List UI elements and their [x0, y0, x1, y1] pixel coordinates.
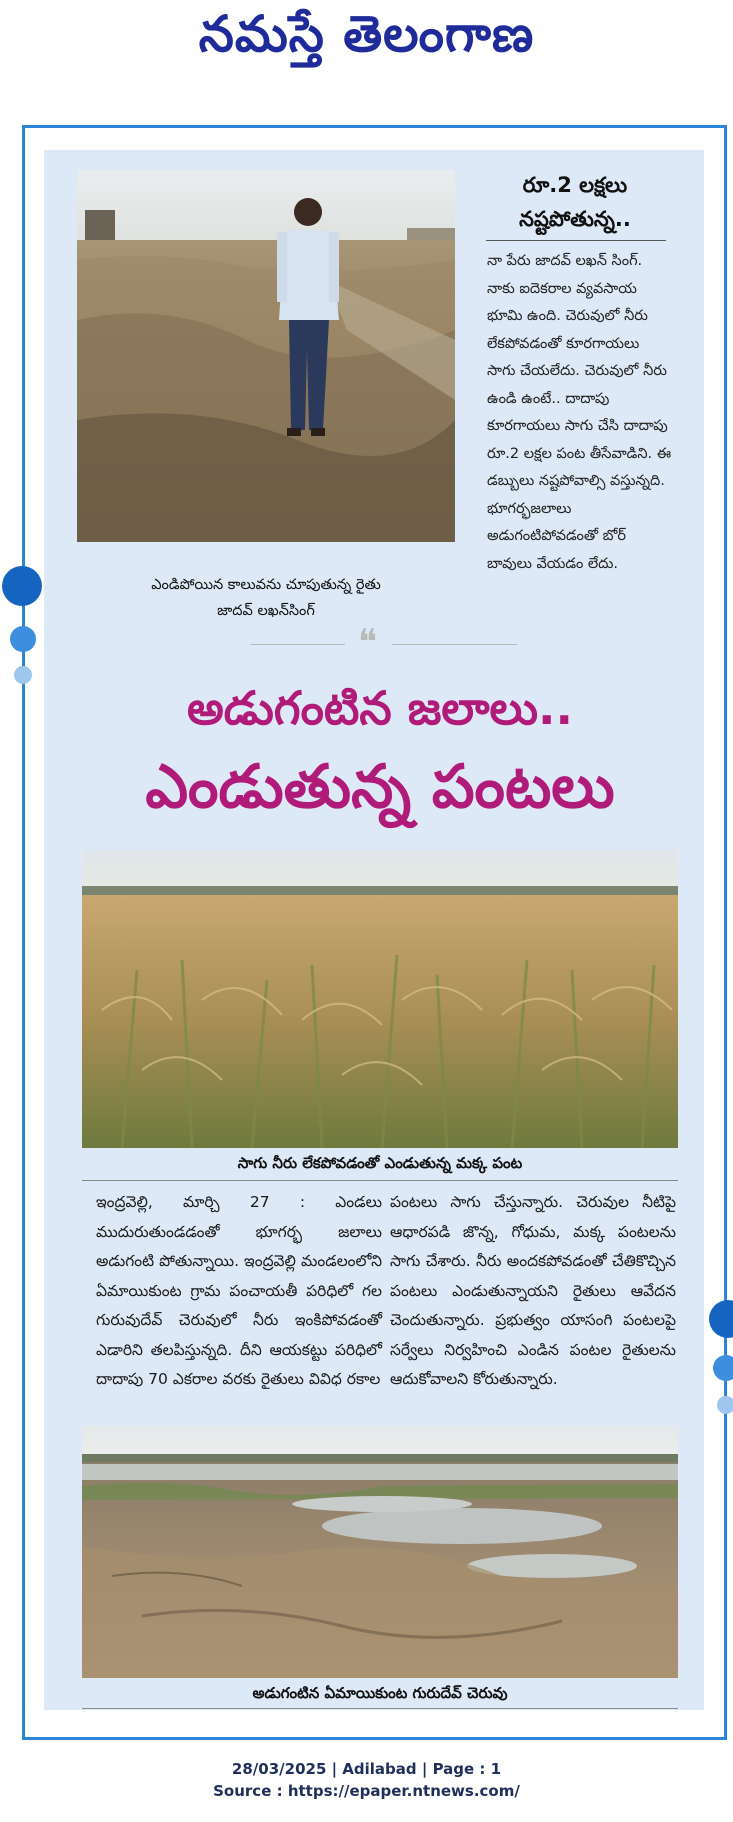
sidebox-rule [486, 240, 666, 241]
footer-source-link[interactable]: Source : https://epaper.ntnews.com/ [213, 1782, 520, 1800]
article-column-right: పంటలు సాగు చేస్తున్నారు. చెరువుల నీటిపై ఆధారపడి జొన్న, గోధుమ, మక్క పంటలను సాగు చేశారు. నీరు అందకపోవడంతో చేతికొచ్చిన పంటలు ఎండుతున్నాయని రైతులు ఆవేదన చెందుతున్నారు. ప్రభుత్వం యాసంగి పంటలపై సర్వేలు నిర్వహించి ఎండిన పంటల రైతులను ఆదుకోవాలని కోరుతున్నారు. [390, 1193, 676, 1388]
farmer-photo [77, 170, 455, 542]
article-column-left: ఇంద్రవెల్లి, మార్చి 27 : ఎండలు ముదురుతుండడంతో భూగర్భ జలాలు అడుగంటి పోతున్నాయి. ఇంద్రవెల్లి మండలంలోని ఏమాయికుంట గ్రామ పంచాయతీ పరిధిలో గల గురువుదేవ్ చెరువులో నీరు ఇంకిపోవడంతో ఎడారిని తలపిస్తున్నది. దీని ఆయకట్టు పరిధిలో దాదాపు 70 ఎకరాల వరకు రైతులు వివిధ రకాల [96, 1193, 382, 1388]
farmer-photo-caption-line2: జాదవ్ లఖన్‌సింగ్ [217, 603, 315, 619]
masthead-logo: నమస్తే తెలంగాణ [198, 4, 535, 63]
maize-field-photo [82, 850, 678, 1148]
decor-dot-large-left [2, 566, 42, 606]
ornament-rule-right [392, 644, 517, 645]
headline-line2: ఎండుతున్న పంటలు [145, 752, 615, 822]
decor-dot-mid-left [10, 626, 36, 652]
sidebox-title: రూ.2 లక్షలు నష్టపోతున్న.. [519, 173, 631, 231]
maize-photo-caption: సాగు నీరు లేకపోవడంతో ఎండుతున్న మక్క పంట [82, 1148, 678, 1181]
decor-dot-small-right [717, 1396, 733, 1414]
dried-pond-photo-image [82, 1426, 678, 1678]
maize-field-photo-image [82, 850, 678, 1148]
dried-pond-photo [82, 1426, 678, 1678]
decor-dot-small-left [14, 666, 32, 684]
quote-ornament-icon: ❝ [357, 622, 378, 663]
farmer-photo-caption-line1: ఎండిపోయిన కాలువను చూపుతున్న రైతు [151, 577, 381, 593]
farmer-photo-image [77, 170, 455, 542]
sidebox-body: నా పేరు జాదవ్ లఖన్ సింగ్. నాకు ఐదెకరాల వ్యవసాయ భూమి ఉంది. చెరువులో నీరు లేకపోవడంతో కూరగాయలు సాగు చేయలేదు. చెరువులో నీరు ఉండి ఉంటే.. దాదాపు కూరగాయలు సాగు చేసి దాదాపు రూ.2 లక్షల పంట తీసేవాడిని. ఈ డబ్బులు నష్టపోవాల్సి వస్తున్నది. భూగర్భజలాలు అడుగంటిపోవడంతో బోర్ బావులు వేయడం లేదు. [487, 253, 672, 572]
ornament-rule-left [250, 644, 345, 645]
decor-dot-mid-right [713, 1355, 733, 1381]
pond-photo-caption: అడుగంటిన ఏమాయికుంట గురుదేవ్ చెరువు [82, 1678, 678, 1709]
footer-date-edition: 28/03/2025 | Adilabad | Page : 1 [231, 1760, 502, 1778]
headline-line1: అడుగంటిన జలాలు.. [187, 681, 573, 735]
